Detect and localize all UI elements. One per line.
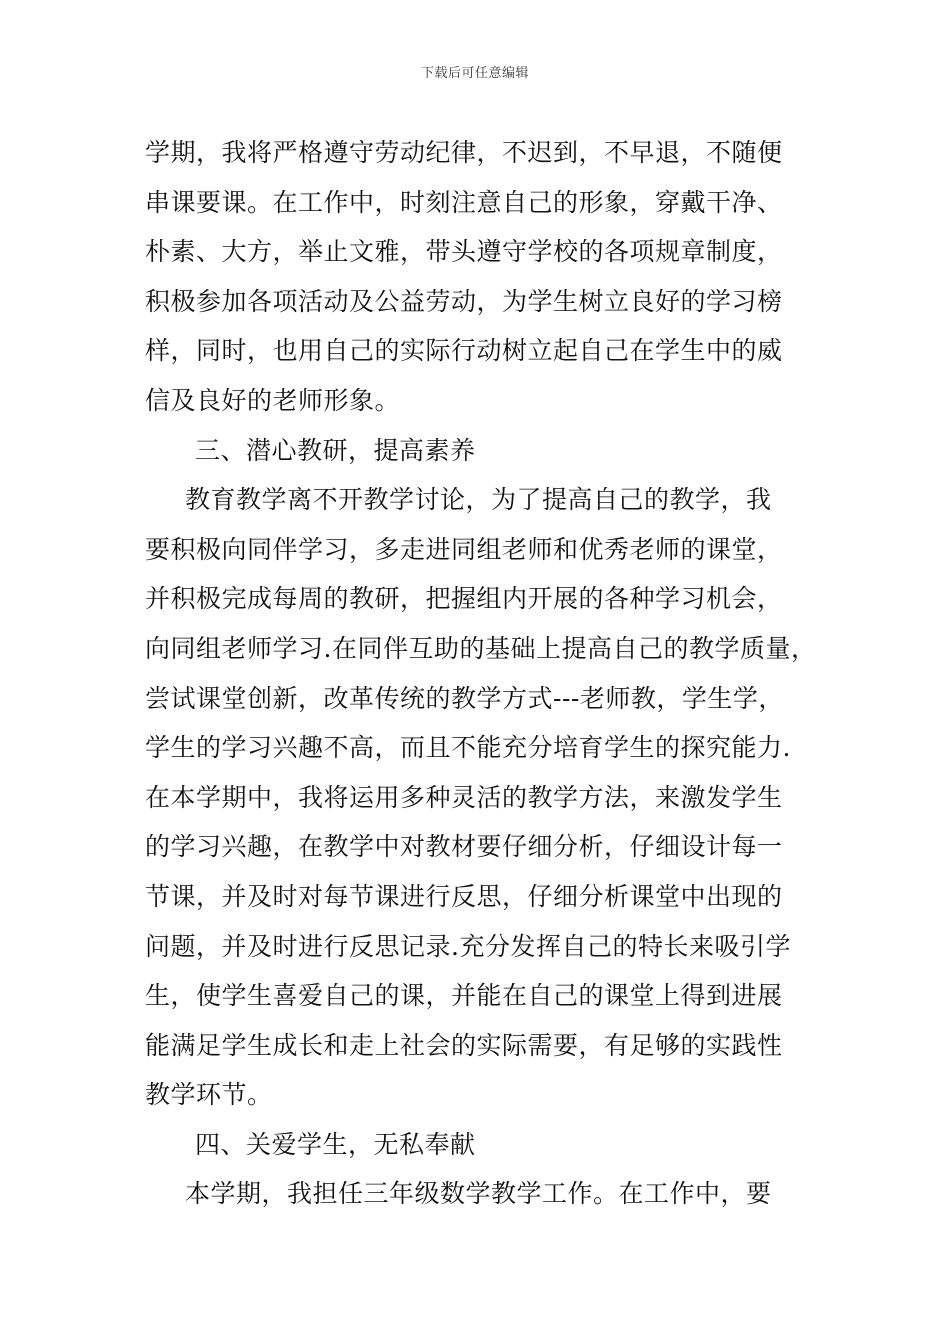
paragraph-line: 并积极完成每周的教研，把握组内开展的各种学习机会， (145, 584, 783, 614)
paragraph-line: 节课，并及时对每节课进行反思，仔细分析课堂中出现的 (145, 881, 783, 911)
paragraph-line: 学生的学习兴趣不高，而且不能充分培育学生的探究能力. (145, 733, 791, 763)
paragraph-line: 学期，我将严格遵守劳动纪律，不迟到，不早退，不随便 (145, 138, 783, 167)
section-heading: 三、潜心教研，提高素养 (195, 435, 476, 465)
paragraph-line: 朴素、大方，举止文雅，带头遵守学校的各项规章制度， (145, 237, 783, 267)
paragraph-line: 问题，并及时进行反思记录.充分发挥自己的特长来吸引学 (145, 931, 791, 961)
paragraph-line: 在本学期中，我将运用多种灵活的教学方法，来激发学生 (145, 782, 783, 812)
section-heading: 四、关爱学生，无私奉献 (195, 1129, 476, 1159)
paragraph-line: 尝试课堂创新，改革传统的教学方式---老师教，学生学， (145, 683, 784, 713)
paragraph-line: 信及良好的老师形象。 (145, 385, 401, 415)
paragraph-line: 生，使学生喜爱自己的课，并能在自己的课堂上得到进展 (145, 981, 783, 1011)
paragraph-line: 样，同时，也用自己的实际行动树立起自己在学生中的威 (145, 336, 783, 366)
paragraph-line: 本学期，我担任三年级数学教学工作。在工作中，要 (185, 1179, 772, 1209)
page-header-note: 下载后可任意编辑 (420, 66, 529, 81)
paragraph-line: 向同组老师学习.在同伴互助的基础上提高自己的教学质量， (145, 633, 817, 663)
paragraph-line: 积极参加各项活动及公益劳动，为学生树立良好的学习榜 (145, 286, 783, 316)
paragraph-line: 要积极向同伴学习，多走进同组老师和优秀老师的课堂， (145, 534, 783, 564)
paragraph-line: 串课要课。在工作中，时刻注意自己的形象，穿戴干净、 (145, 187, 783, 217)
paragraph-line: 的学习兴趣，在教学中对教材要仔细分析，仔细设计每一 (145, 832, 783, 862)
paragraph-line: 能满足学生成长和走上社会的实际需要，有足够的实践性 (145, 1030, 783, 1060)
document-body (145, 128, 825, 1219)
paragraph-line: 教育教学离不开教学讨论，为了提高自己的教学，我 (185, 485, 772, 515)
paragraph-line: 教学环节。 (145, 1080, 273, 1110)
